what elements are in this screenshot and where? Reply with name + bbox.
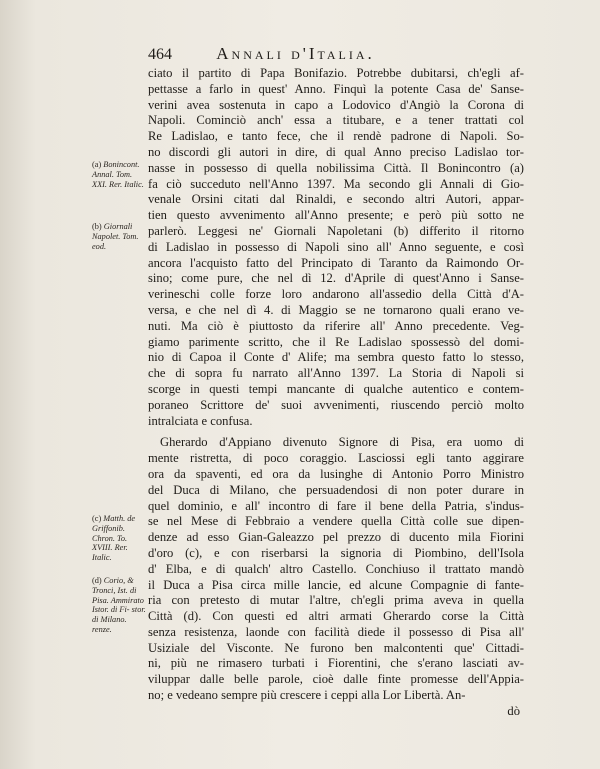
text-line: ancora l'acquisto fatto del Principato di Taranto da Raimondo Or- bbox=[148, 255, 524, 270]
text-line: venale Orsini citati dal Rinaldi, e secondo altri Autori, appar- bbox=[148, 192, 524, 207]
text-line: viluppar dalle belle parole, cioè dalle finte promesse dell'Appia- bbox=[148, 672, 524, 687]
running-title: Annali d'Italia. bbox=[216, 44, 375, 63]
paragraph-2 bbox=[148, 435, 524, 704]
text-line: mente ristretta, di poco coraggio. Lasciossi egli tanto aggirare bbox=[148, 451, 524, 466]
text-line: Re Ladislao, e tanto fece, che il rendè padrone di Napoli. So- bbox=[148, 129, 524, 144]
text-line: versa, e che nel dì 4. di Maggio se ne tornarono quali erano ve- bbox=[148, 302, 524, 317]
text-line: giamo parimente scritto, che il Re Ladislao spossessò del domi- bbox=[148, 334, 524, 349]
text-line: tien questo avvenimento all'Anno presente; e però più sotto ne bbox=[148, 208, 524, 223]
margin-note-text: Matth. de Griffonib. Chron. To. XVIII. Rer. Italic. bbox=[92, 514, 136, 563]
text-line: ni, più ne rimasero turbati i Fiorentini, che s'erano lasciati av- bbox=[148, 656, 524, 671]
text-line: Usiziale del Visconte. Ne furono ben malcontenti que' Cittadi- bbox=[148, 640, 524, 655]
margin-note-d bbox=[92, 576, 148, 635]
margin-note-c bbox=[92, 514, 148, 563]
text-line: d' Elba, e di qualch' altro Castello. Conchiuso il trattato mandò bbox=[148, 561, 524, 576]
margin-note-label: (c) bbox=[92, 514, 102, 523]
margin-note-label: (b) bbox=[92, 222, 102, 231]
text-line: di Ladislao in possesso di Napoli sino all' Anno seguente, e così bbox=[148, 239, 524, 254]
text-line: ciato il partito di Papa Bonifazio. Potrebbe dubitarsi, ch'egli af- bbox=[148, 66, 524, 80]
margin-note-text-cont: stor. di Milano. bbox=[92, 605, 146, 625]
margin-note-text: Bonincont. Annal. Tom. XXI. Rer. Italic. bbox=[92, 160, 144, 189]
running-header bbox=[148, 44, 468, 64]
text-line: denze ad esso Gian-Galeazzo pel prezzo di ducento mila Fiorini bbox=[148, 530, 524, 545]
text-line: nuti. Ma ciò è piuttosto da riferire all' Anno precedente. Veg- bbox=[148, 318, 524, 333]
text-line: verini avea sostenuta in capo a Lodovico d'Angiò la Corona di bbox=[148, 97, 524, 112]
text-line: ora da spaventi, ed ora da lusinghe di Antonio Porro Ministro bbox=[148, 466, 524, 481]
margin-note-text: Corio, & Tronci, Ist. di Pisa. Ammirato Istor. di Fi- bbox=[92, 576, 144, 615]
text-line: sino; come pure, che nel dì 12. d'Aprile di quest'Anno i Sanse- bbox=[148, 271, 524, 286]
margin-note-label: (d) bbox=[92, 576, 102, 585]
text-line: nio di Capoa il Conte d' Alife; ma sembra questo fatto lo stesso, bbox=[148, 350, 524, 365]
text-line: del Duca di Milano, che persuadendosi di non poter durare in bbox=[148, 482, 524, 497]
text-line: senza resistenza, laonde con facilità diede il possesso di Pisa all' bbox=[148, 624, 524, 639]
text-line: poraneo Scrittore de' suoi avvenimenti, riuscendo perciò molto bbox=[148, 397, 524, 412]
text-line: se nel Mese di Febbraio a vendere quella Città colle sue dipen- bbox=[148, 514, 524, 529]
text-line: ria con pretesto di mutar l'altre, ch'egli prima aveva in quella bbox=[148, 593, 524, 608]
text-line: d'oro (c), e con riserbarsi la signoria di Piombino, dell'Isola bbox=[148, 545, 524, 560]
margin-note-label: (a) bbox=[92, 160, 102, 169]
page-number: 464 bbox=[148, 46, 172, 63]
text-line: no; e vedeano sempre più crescere i ceppi alla Lor Libertà. An- bbox=[148, 688, 466, 703]
text-line: pettasse a farlo in quest' Anno. Finquì la potente Casa de' Sanse- bbox=[148, 81, 524, 96]
text-line: nasse in possesso di quella nobilissima Città. Il Bonincontro (a) bbox=[148, 160, 524, 175]
main-text bbox=[148, 66, 524, 720]
paragraph-1 bbox=[148, 66, 524, 429]
text-line: intralciata e confusa. bbox=[148, 413, 253, 428]
margin-note-b bbox=[92, 222, 148, 251]
text-line: il Duca a Pisa circa mille lancie, ed alcune Compagnie di fante- bbox=[148, 577, 524, 592]
text-line: verineschi colle forze loro andarono all'assedio della Città d'A- bbox=[148, 287, 524, 302]
text-line: Città (d). Con questi ed altri armati Gherardo corse la Città bbox=[148, 609, 524, 624]
text-line: quel dominio, e all' incontro di fare il bene della Patria, s'indus- bbox=[148, 498, 524, 513]
text-line: no discordi gli autori in dire, di qual Anno preciso Ladislao tor- bbox=[148, 144, 524, 159]
text-line: parlerò. Leggesi ne' Giornali Napoletani (b) differito il ritorno bbox=[148, 223, 524, 238]
margin-note-a bbox=[92, 160, 148, 189]
text-line: che di sopra fu narrato all'Anno 1397. La Storia di Napoli si bbox=[148, 366, 524, 381]
margin-note-text-tail: renze. bbox=[92, 624, 112, 634]
catchword: dò bbox=[507, 703, 520, 718]
text-line: Gherardo d'Appiano divenuto Signore di Pisa, era uomo di bbox=[160, 435, 524, 450]
text-line: scorge in questi tempi mancante di qualche autentico e contem- bbox=[148, 381, 524, 396]
margin-note-text: Giornali Napolet. Tom. eod. bbox=[92, 222, 139, 251]
text-line: Napoli. Cominciò anch' essa a titubare, e a tener trattati col bbox=[148, 113, 524, 128]
text-line: fa ciò succeduto nell'Anno 1397. Ma secondo gli Annali di Gio- bbox=[148, 176, 524, 191]
